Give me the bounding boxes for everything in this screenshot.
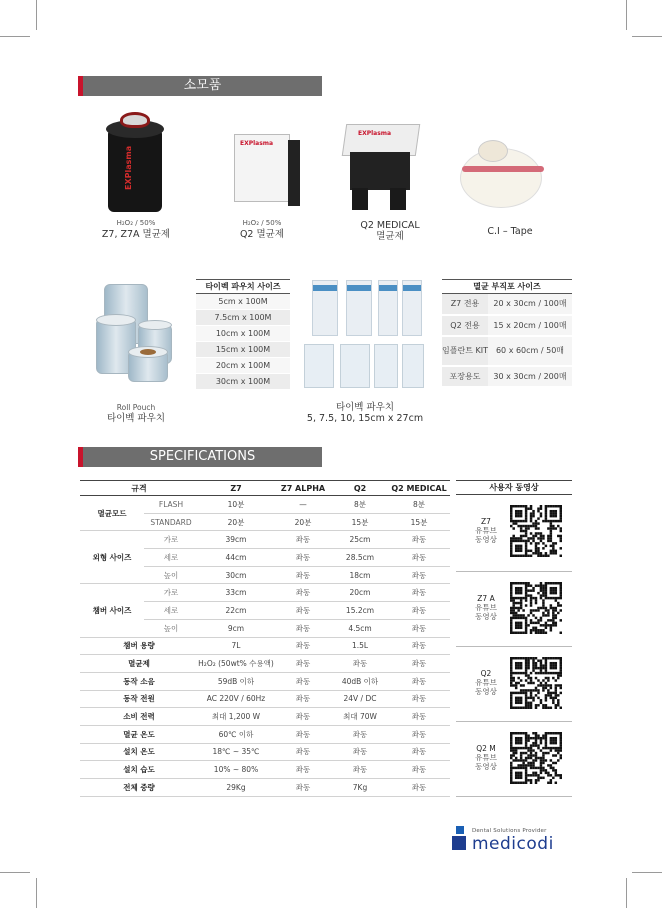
wrap-table-header: 멸균 부직포 사이즈 bbox=[442, 280, 572, 294]
spec-value: 59dB 이하 bbox=[198, 672, 274, 690]
spec-value: 25cm bbox=[332, 531, 388, 549]
spec-value: 좌동 bbox=[274, 566, 332, 584]
wrap-key: 포장용도 bbox=[442, 366, 488, 387]
ci-tape-image bbox=[460, 124, 552, 214]
product-name: C.I – Tape bbox=[487, 226, 533, 237]
spec-key: 설치 온도 bbox=[80, 743, 198, 761]
spec-group: 외형 사이즈 bbox=[80, 531, 144, 584]
spec-value: 60℃ 이하 bbox=[198, 725, 274, 743]
spec-value: 좌동 bbox=[274, 637, 332, 655]
product-formula: H₂O₂ / 50% bbox=[242, 219, 282, 227]
size-row: 5cm x 100M bbox=[196, 294, 290, 310]
spec-subkey: STANDARD bbox=[144, 513, 198, 531]
spec-row bbox=[80, 708, 450, 726]
spec-value: 4.5cm bbox=[332, 619, 388, 637]
user-video-header: 사용자 동영상 bbox=[456, 480, 572, 495]
specifications-table bbox=[80, 480, 450, 797]
size-row: 30cm x 100M bbox=[196, 374, 290, 390]
spec-value: 28.5cm bbox=[332, 549, 388, 567]
spec-value: 최대 1,200 W bbox=[198, 708, 274, 726]
spec-key: 챔버 용량 bbox=[80, 637, 198, 655]
crop-mark bbox=[0, 36, 30, 37]
spec-value: 좌동 bbox=[274, 672, 332, 690]
spec-value: 좌동 bbox=[388, 566, 450, 584]
spec-value: 좌동 bbox=[388, 725, 450, 743]
spec-value: H₂O₂ (50wt% 수용액) bbox=[198, 655, 274, 673]
qr-code[interactable] bbox=[510, 582, 562, 634]
spec-value: 좌동 bbox=[388, 602, 450, 620]
video-label: Z7 A 유튜브 동영상 bbox=[475, 594, 497, 621]
spec-value: 20cm bbox=[332, 584, 388, 602]
spec-value: 좌동 bbox=[274, 743, 332, 761]
qr-code[interactable] bbox=[510, 732, 562, 784]
crop-mark bbox=[626, 0, 627, 30]
wrap-key: Z7 전용 bbox=[442, 294, 488, 315]
spec-subkey: 세로 bbox=[144, 602, 198, 620]
spec-value: 8분 bbox=[388, 496, 450, 514]
spec-value: 좌동 bbox=[274, 708, 332, 726]
consumables-header bbox=[78, 76, 322, 96]
col-header-spec: 규격 bbox=[80, 481, 198, 496]
spec-value: 좌동 bbox=[274, 531, 332, 549]
product-roll-pouch bbox=[86, 402, 186, 424]
spec-value: 좌동 bbox=[388, 743, 450, 761]
spec-value: 좌동 bbox=[388, 690, 450, 708]
spec-value: 24V / DC bbox=[332, 690, 388, 708]
spec-key: 멸균 온도 bbox=[80, 725, 198, 743]
sterilant-cartridge-q2-image: EXPlasma bbox=[226, 118, 306, 210]
spec-value: 15분 bbox=[332, 513, 388, 531]
wrap-value: 30 x 30cm / 200매 bbox=[488, 366, 572, 387]
spec-group: 멸균모드 bbox=[80, 496, 144, 531]
tyvek-pouch-size-table bbox=[196, 279, 290, 390]
spec-value: 좌동 bbox=[274, 602, 332, 620]
spec-row bbox=[80, 496, 450, 514]
roll-pouch-image bbox=[88, 274, 188, 392]
spec-value: 15분 bbox=[388, 513, 450, 531]
crop-mark bbox=[0, 872, 30, 873]
video-row-z7 bbox=[456, 495, 572, 572]
spec-value: 좌동 bbox=[274, 655, 332, 673]
q2-medical-sterilant-image: EXPlasma bbox=[340, 118, 426, 214]
size-table-header: 타이벡 파우치 사이즈 bbox=[196, 280, 290, 294]
spec-value: 15.2cm bbox=[332, 602, 388, 620]
sterilant-cartridge-z7-image: EXPlasma bbox=[102, 112, 172, 214]
video-row-z7a bbox=[456, 572, 572, 647]
product-ci-tape bbox=[460, 226, 560, 237]
spec-value: 좌동 bbox=[274, 690, 332, 708]
spec-row bbox=[80, 690, 450, 708]
spec-row bbox=[80, 637, 450, 655]
spec-row bbox=[80, 743, 450, 761]
spec-value: 좌동 bbox=[388, 637, 450, 655]
product-q2-medical bbox=[340, 220, 440, 242]
spec-key: 멸균제 bbox=[80, 655, 198, 673]
qr-code[interactable] bbox=[510, 657, 562, 709]
product-name: Q2 멸균제 bbox=[239, 229, 285, 240]
spec-value: 좌동 bbox=[388, 531, 450, 549]
spec-value: 좌동 bbox=[274, 761, 332, 779]
spec-value: 20분 bbox=[198, 513, 274, 531]
spec-row bbox=[80, 584, 450, 602]
spec-key: 소비 전력 bbox=[80, 708, 198, 726]
product-tyvek-pouch bbox=[300, 402, 430, 424]
qr-code[interactable] bbox=[510, 505, 562, 557]
product-sizes: 5, 7.5, 10, 15cm x 27cm bbox=[306, 413, 424, 424]
spec-value: 44cm bbox=[198, 549, 274, 567]
spec-value: 8분 bbox=[332, 496, 388, 514]
product-name: Z7, Z7A 멸균제 bbox=[101, 229, 171, 240]
sterilization-wrap-table bbox=[442, 279, 572, 388]
spec-row bbox=[80, 655, 450, 673]
wrap-value: 15 x 20cm / 100매 bbox=[488, 315, 572, 336]
logo-mark bbox=[456, 826, 464, 834]
spec-value: 좌동 bbox=[388, 584, 450, 602]
crop-mark bbox=[36, 878, 37, 908]
product-name: 타이벡 파우치 bbox=[335, 402, 395, 413]
specifications-header bbox=[78, 447, 322, 467]
consumables-title: 소모품 bbox=[83, 76, 322, 96]
logo-tagline: Dental Solutions Provider bbox=[472, 828, 547, 834]
logo-name: medicodi bbox=[472, 834, 554, 854]
spec-value: 좌동 bbox=[388, 549, 450, 567]
col-header-z7: Z7 bbox=[198, 481, 274, 496]
crop-mark bbox=[632, 872, 662, 873]
spec-row bbox=[80, 761, 450, 779]
spec-value: 20분 bbox=[274, 513, 332, 531]
spec-key: 동작 소음 bbox=[80, 672, 198, 690]
spec-value: 좌동 bbox=[388, 708, 450, 726]
product-name: 타이벡 파우치 bbox=[106, 413, 166, 424]
wrap-key: Q2 전용 bbox=[442, 315, 488, 336]
spec-subkey: 가로 bbox=[144, 584, 198, 602]
spec-value: 18cm bbox=[332, 566, 388, 584]
video-label: Z7 유튜브 동영상 bbox=[475, 517, 497, 544]
spec-value: 좌동 bbox=[332, 725, 388, 743]
spec-subkey: 높이 bbox=[144, 566, 198, 584]
spec-value: 좌동 bbox=[274, 725, 332, 743]
crop-mark bbox=[632, 36, 662, 37]
product-z7-sterilant bbox=[86, 218, 186, 240]
spec-value: 39cm bbox=[198, 531, 274, 549]
spec-key: 설치 습도 bbox=[80, 761, 198, 779]
wrap-key: 임플란트 KIT bbox=[442, 336, 488, 366]
medicodi-logo bbox=[452, 822, 576, 856]
spec-value: 최대 70W bbox=[332, 708, 388, 726]
spec-value: AC 220V / 60Hz bbox=[198, 690, 274, 708]
spec-value: 좌동 bbox=[388, 761, 450, 779]
video-label: Q2 M 유튜브 동영상 bbox=[475, 744, 497, 771]
wrap-value: 20 x 30cm / 100매 bbox=[488, 294, 572, 315]
spec-value: 7L bbox=[198, 637, 274, 655]
product-sub: 멸균제 bbox=[376, 231, 404, 242]
spec-row bbox=[80, 725, 450, 743]
spec-value: 9cm bbox=[198, 619, 274, 637]
size-row: 10cm x 100M bbox=[196, 326, 290, 342]
size-row: 20cm x 100M bbox=[196, 358, 290, 374]
spec-value: 10분 bbox=[198, 496, 274, 514]
spec-value: 좌동 bbox=[332, 743, 388, 761]
spec-subkey: 높이 bbox=[144, 619, 198, 637]
spec-value: 33cm bbox=[198, 584, 274, 602]
size-row: 15cm x 100M bbox=[196, 342, 290, 358]
col-header-z7-alpha: Z7 ALPHA bbox=[274, 481, 332, 496]
col-header-q2: Q2 bbox=[332, 481, 388, 496]
spec-subkey: FLASH bbox=[144, 496, 198, 514]
spec-value: 10% ~ 80% bbox=[198, 761, 274, 779]
user-video-panel bbox=[456, 480, 572, 797]
spec-value: 1.5L bbox=[332, 637, 388, 655]
spec-value: — bbox=[274, 496, 332, 514]
spec-subkey: 가로 bbox=[144, 531, 198, 549]
tyvek-pouch-image bbox=[302, 276, 426, 392]
spec-value: 30cm bbox=[198, 566, 274, 584]
spec-value: 29Kg bbox=[198, 779, 274, 797]
spec-row bbox=[80, 672, 450, 690]
spec-subkey: 세로 bbox=[144, 549, 198, 567]
spec-row bbox=[80, 531, 450, 549]
spec-value: 좌동 bbox=[274, 549, 332, 567]
spec-value: 18℃ ~ 35℃ bbox=[198, 743, 274, 761]
spec-value: 좌동 bbox=[332, 761, 388, 779]
spec-value: 좌동 bbox=[274, 779, 332, 797]
spec-value: 좌동 bbox=[388, 779, 450, 797]
crop-mark bbox=[626, 878, 627, 908]
spec-key: 동작 전원 bbox=[80, 690, 198, 708]
spec-value: 좌동 bbox=[388, 672, 450, 690]
video-row-q2 bbox=[456, 647, 572, 722]
video-row-q2m bbox=[456, 722, 572, 797]
crop-mark bbox=[36, 0, 37, 30]
product-q2-sterilant bbox=[212, 218, 312, 240]
spec-value: 40dB 이하 bbox=[332, 672, 388, 690]
spec-key: 전체 중량 bbox=[80, 779, 198, 797]
spec-value: 좌동 bbox=[274, 619, 332, 637]
spec-row bbox=[80, 779, 450, 797]
wrap-value: 60 x 60cm / 50매 bbox=[488, 336, 572, 366]
product-formula: H₂O₂ / 50% bbox=[116, 219, 156, 227]
spec-value: 좌동 bbox=[388, 619, 450, 637]
spec-value: 좌동 bbox=[388, 655, 450, 673]
spec-value: 좌동 bbox=[332, 655, 388, 673]
col-header-q2-medical: Q2 MEDICAL bbox=[388, 481, 450, 496]
specifications-title: SPECIFICATIONS bbox=[83, 447, 322, 467]
spec-value: 7Kg bbox=[332, 779, 388, 797]
product-en-name: Roll Pouch bbox=[116, 403, 156, 412]
spec-value: 22cm bbox=[198, 602, 274, 620]
logo-mark bbox=[452, 836, 466, 850]
video-label: Q2 유튜브 동영상 bbox=[475, 669, 497, 696]
spec-value: 좌동 bbox=[274, 584, 332, 602]
spec-group: 챔버 사이즈 bbox=[80, 584, 144, 637]
size-row: 7.5cm x 100M bbox=[196, 310, 290, 326]
product-name: Q2 MEDICAL bbox=[360, 220, 420, 231]
